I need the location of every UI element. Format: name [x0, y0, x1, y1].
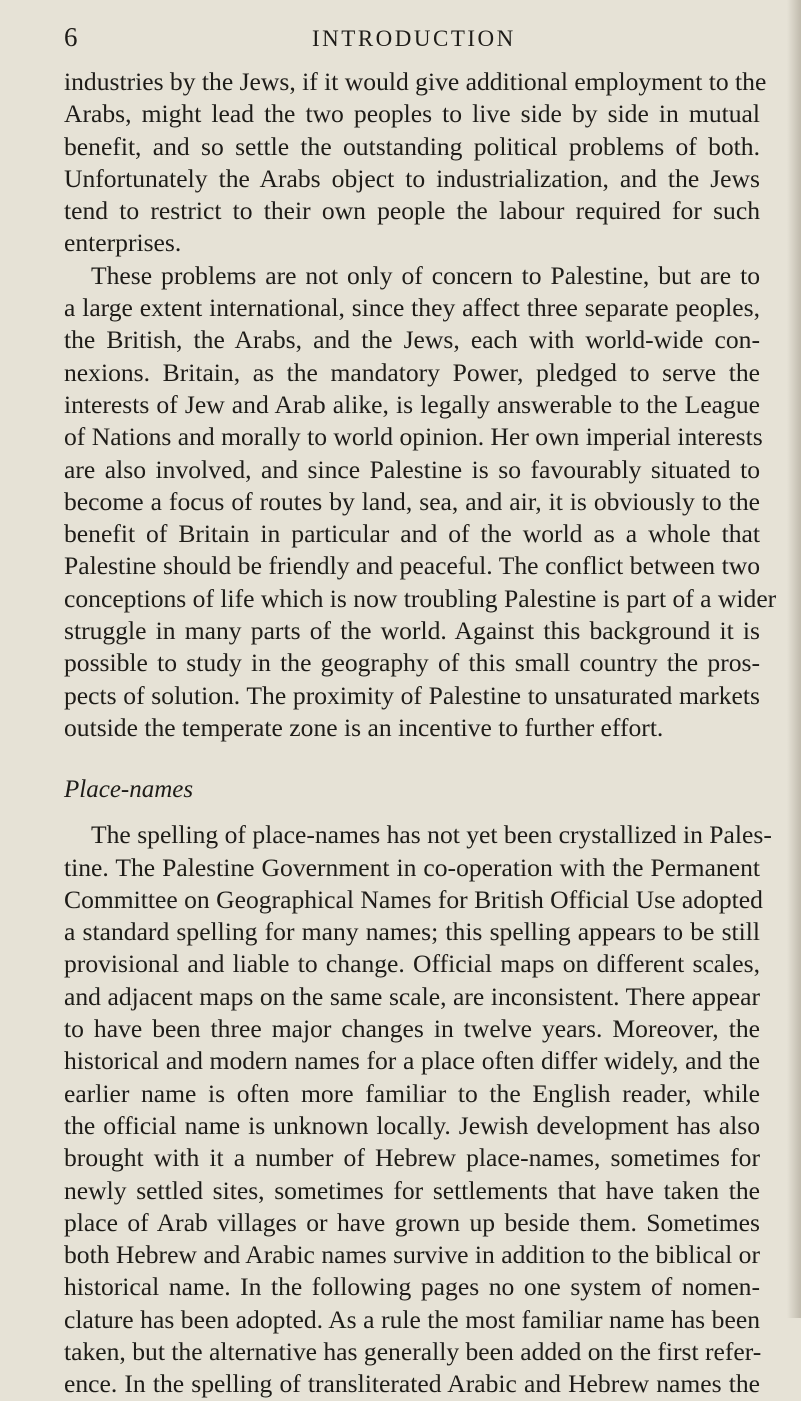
- text-line: clature has been adopted. As a rule the most familiar name has been: [64, 1304, 760, 1334]
- text-line: benefit, and so settle the outstanding political problems of both.: [64, 131, 760, 161]
- text-line: are also involved, and since Palestine is so favourably situated to: [64, 454, 760, 484]
- text-line: industries by the Jews, if it would give additional employment to the: [64, 67, 767, 96]
- text-line: the official name is unknown locally. Jewish development has also: [64, 1110, 760, 1140]
- text-line: tend to restrict to their own people the labour required for such: [64, 196, 760, 226]
- text-line: a large extent international, since they affect three separate peoples,: [64, 293, 760, 323]
- text-line: historical name. In the following pages no one system of nomen-: [64, 1272, 760, 1302]
- running-header: [64, 22, 760, 60]
- text-line: provisional and liable to change. Official maps on different scales,: [64, 949, 760, 979]
- text-line: a standard spelling for many names; this spelling appears to be still: [64, 917, 760, 947]
- text-line: outside the temperate zone is an incentive to further effort.: [64, 712, 664, 742]
- paragraph-international: [64, 260, 777, 744]
- text-line: struggle in many parts of the world. Against this background it is: [64, 616, 760, 646]
- text-line: Unfortunately the Arabs object to industrialization, and the Jews: [64, 163, 760, 193]
- text-line: conceptions of life which is now troubling Palestine is part of a wider: [64, 583, 777, 613]
- text-line: the British, the Arabs, and the Jews, each with world-wide con-: [64, 325, 760, 355]
- text-line: newly settled sites, sometimes for settlements that have taken the: [64, 1175, 760, 1205]
- text-line: possible to study in the geography of this small country the pros-: [64, 648, 760, 678]
- text-line: pects of solution. The proximity of Palestine to unsaturated markets: [64, 680, 760, 710]
- text-line: historical and modern names for a place often differ widely, and the: [64, 1046, 760, 1076]
- text-line: Palestine should be friendly and peaceful. The conflict between two: [64, 551, 760, 581]
- text-line: and adjacent maps on the same scale, are inconsistent. There appear: [64, 981, 760, 1011]
- section-heading-place-names: Place-names: [64, 776, 194, 804]
- text-line: interests of Jew and Arab alike, is legally answerable to the League: [64, 389, 760, 419]
- text-line: tine. The Palestine Government in co-operation with the Permanent: [64, 852, 760, 882]
- text-line: brought with it a number of Hebrew place-names, sometimes for: [64, 1143, 760, 1173]
- text-line: The spelling of place-names has not yet been crystallized in Pales-: [91, 820, 772, 850]
- text-line: These problems are not only of concern to Palestine, but are to: [91, 260, 760, 290]
- text-line: place of Arab villages or have grown up beside them. Sometimes: [64, 1207, 760, 1237]
- book-page: [64, 22, 777, 1401]
- text-line: of Nations and morally to world opinion. Her own imperial interests: [64, 422, 763, 452]
- page-edge-shadow: [787, 0, 801, 1318]
- running-title: INTRODUCTION: [312, 26, 516, 51]
- text-line: Arabs, might lead the two peoples to live side by side in mutual: [64, 99, 760, 129]
- text-line: ence. In the spelling of transliterated Arabic and Hebrew names the: [64, 1369, 760, 1399]
- paragraph-industrialization: [64, 66, 767, 260]
- text-line: enterprises.: [64, 228, 182, 258]
- text-line: to have been three major changes in twelve years. Moreover, the: [64, 1014, 760, 1044]
- page-number: 6: [64, 22, 78, 52]
- text-line: Committee on Geographical Names for British Official Use adopted: [64, 884, 763, 914]
- text-line: both Hebrew and Arabic names survive in addition to the biblical or: [64, 1240, 760, 1270]
- text-line: nexions. Britain, as the mandatory Power, pledged to serve the: [64, 357, 760, 387]
- text-line: benefit of Britain in particular and of the world as a whole that: [64, 519, 760, 549]
- text-line: earlier name is often more familiar to the English reader, while: [64, 1078, 760, 1108]
- text-line: taken, but the alternative has generally been added on the first refer-: [64, 1336, 762, 1366]
- paragraph-place-names: [64, 819, 772, 1400]
- text-line: become a focus of routes by land, sea, and air, it is obviously to the: [64, 486, 760, 516]
